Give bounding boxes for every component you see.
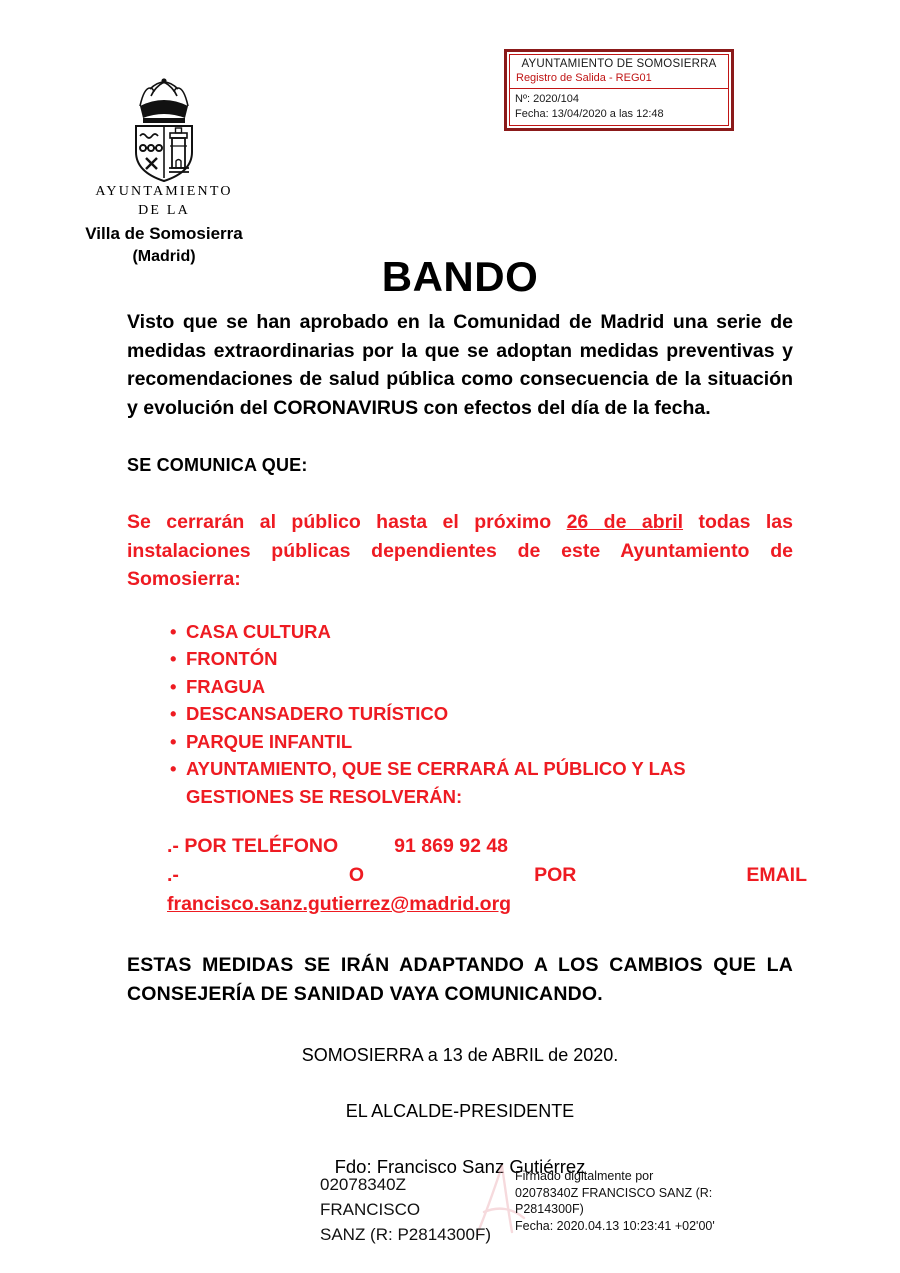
- coat-of-arms-icon: [126, 78, 202, 182]
- digital-signature-block: [320, 1168, 820, 1244]
- registry-stamp-details: [510, 89, 728, 125]
- closed-facilities-list: [127, 618, 793, 811]
- facility-name: PARQUE INFANTIL: [186, 730, 353, 752]
- list-item: [170, 673, 793, 701]
- closure-paragraph: [127, 508, 793, 594]
- signature-detail-line2: 02078340Z FRANCISCO SANZ (R:: [515, 1185, 713, 1200]
- closure-text-after: todas las instalaciones públicas dependientes de este Ayuntamiento de Somosierra:: [127, 511, 793, 590]
- signature-details: [515, 1168, 815, 1234]
- list-item: [170, 645, 793, 673]
- facility-name: CASA CULTURA: [186, 620, 331, 642]
- signature-detail-line3: P2814300F): [515, 1202, 584, 1216]
- registry-stamp-header: [510, 55, 728, 89]
- signed-by: Fdo: Francisco Sanz Gutiérrez: [334, 1156, 586, 1177]
- facility-name: AYUNTAMIENTO, QUE SE CERRARÁ AL PÚBLICO Y LAS GESTIONES SE RESOLVERÁN:: [186, 758, 686, 807]
- list-item: [170, 700, 793, 728]
- email-word-email: EMAIL: [746, 864, 807, 886]
- list-item: [170, 755, 793, 810]
- email-word-por: POR: [534, 864, 577, 886]
- page-title: BANDO: [381, 253, 539, 300]
- phone-number[interactable]: 91 869 92 48: [394, 835, 509, 857]
- bullet-icon: •: [170, 620, 177, 642]
- closure-date: 26 de abril: [566, 511, 684, 533]
- closure-text-before: Se cerrarán al público hasta el próximo: [127, 511, 567, 533]
- signer-role: EL ALCALDE-PRESIDENTE: [345, 1101, 575, 1121]
- signature-cn-line2: SANZ (R: P2814300F): [320, 1225, 492, 1244]
- letterhead-province: (Madrid): [132, 248, 196, 265]
- facility-name: DESCANSADERO TURÍSTICO: [186, 703, 449, 724]
- letterhead: [48, 78, 280, 268]
- contact-block: [127, 832, 807, 919]
- list-item: [170, 618, 793, 646]
- facility-name: FRAGUA: [186, 675, 266, 697]
- bullet-icon: •: [170, 648, 177, 669]
- stamp-register-type: Registro de Salida - REG01: [516, 72, 652, 84]
- signature-cn-line1: 02078340Z FRANCISCO: [320, 1175, 421, 1219]
- place-and-date: SOMOSIERRA a 13 de ABRIL de 2020.: [301, 1045, 619, 1065]
- registry-stamp: [504, 49, 734, 131]
- email-word-or: O: [348, 864, 365, 886]
- phone-label: .- POR TELÉFONO: [167, 835, 339, 857]
- registry-stamp-frame: [509, 54, 729, 126]
- document-body: [127, 252, 807, 1180]
- contact-email-row: [167, 861, 807, 890]
- bullet-icon: •: [170, 758, 177, 779]
- announcement-heading: SE COMUNICA QUE:: [127, 455, 308, 475]
- intro-paragraph: Visto que se han aprobado en la Comunidad de Madrid una serie de medidas extraordinarias por la que se adoptan medidas preventivas y recomendaciones de salud pública como consecuencia de la situación y evolución del CORONAVIRUS con efectos del día de la fecha.: [127, 311, 793, 419]
- stamp-number: Nº: 2020/104: [515, 93, 579, 105]
- contact-phone-row: [167, 832, 793, 861]
- final-note-paragraph: ESTAS MEDIDAS SE IRÁN ADAPTANDO A LOS CAMBIOS QUE LA CONSEJERÍA DE SANIDAD VAYA COMUNICANDO.: [127, 954, 793, 1005]
- letterhead-line-ayuntamiento: AYUNTAMIENTO: [95, 184, 233, 199]
- bullet-icon: •: [170, 730, 177, 752]
- bullet-icon: •: [170, 703, 177, 724]
- bullet-icon: •: [170, 675, 177, 697]
- email-address[interactable]: francisco.sanz.gutierrez@madrid.org: [167, 893, 512, 915]
- letterhead-municipality: Villa de Somosierra: [85, 224, 243, 243]
- signature-detail-line4: Fecha: 2020.04.13 10:23:41 +02'00': [515, 1218, 715, 1233]
- stamp-date: Fecha: 13/04/2020 a las 12:48: [515, 107, 664, 120]
- email-prefix: .-: [167, 864, 179, 886]
- signature-detail-line1: Firmado digitalmente por: [515, 1169, 654, 1183]
- facility-name: FRONTÓN: [186, 648, 278, 669]
- list-item: [170, 728, 793, 756]
- stamp-organization: AYUNTAMIENTO DE SOMOSIERRA: [521, 58, 717, 70]
- signature-certificate-name: [320, 1172, 510, 1247]
- letterhead-line-dela: DE LA: [138, 203, 190, 218]
